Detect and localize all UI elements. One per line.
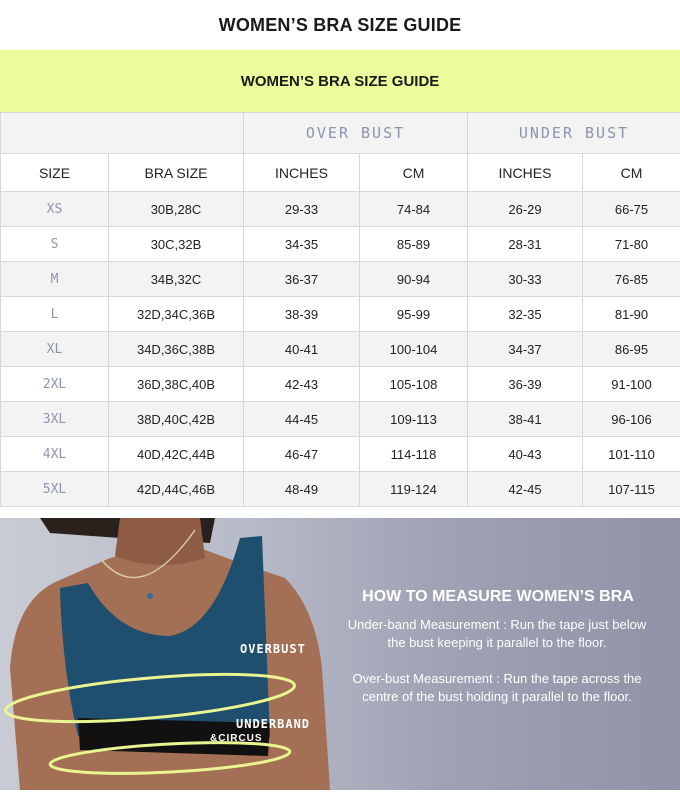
size-cell: 4XL xyxy=(1,437,109,472)
table-body xyxy=(1,192,680,507)
under-bust-inches-cell: 26-29 xyxy=(468,192,583,227)
under-bust-cm-cell: 101-110 xyxy=(583,437,680,472)
over-bust-cm-cell: 74-84 xyxy=(360,192,468,227)
under-bust-inches-cell: 38-41 xyxy=(468,402,583,437)
under-bust-inches-cell: 34-37 xyxy=(468,332,583,367)
header-over-cm: CM xyxy=(360,154,468,192)
bra-size-cell: 42D,44C,46B xyxy=(109,472,244,507)
group-over-bust: OVER BUST xyxy=(244,113,468,154)
header-size: SIZE xyxy=(1,154,109,192)
over-bust-cm-cell: 95-99 xyxy=(360,297,468,332)
measure-title: HOW TO MEASURE WOMEN’S BRA xyxy=(362,588,634,605)
size-table xyxy=(0,112,680,507)
table-row xyxy=(1,227,680,262)
table-row xyxy=(1,262,680,297)
under-bust-inches-cell: 40-43 xyxy=(468,437,583,472)
over-bust-inches-cell: 40-41 xyxy=(244,332,360,367)
over-bust-inches-cell: 38-39 xyxy=(244,297,360,332)
under-bust-inches-cell: 42-45 xyxy=(468,472,583,507)
bra-size-cell: 34D,36C,38B xyxy=(109,332,244,367)
bra-size-cell: 40D,42C,44B xyxy=(109,437,244,472)
under-bust-cm-cell: 81-90 xyxy=(583,297,680,332)
header-over-inches: INCHES xyxy=(244,154,360,192)
under-bust-cm-cell: 107-115 xyxy=(583,472,680,507)
under-bust-cm-cell: 76-85 xyxy=(583,262,680,297)
page-title: WOMEN’S BRA SIZE GUIDE xyxy=(218,14,462,35)
bra-size-cell: 38D,40C,42B xyxy=(109,402,244,437)
table-row xyxy=(1,402,680,437)
over-bust-cm-cell: 100-104 xyxy=(360,332,468,367)
over-bust-inches-cell: 34-35 xyxy=(244,227,360,262)
under-bust-cm-cell: 66-75 xyxy=(583,192,680,227)
over-bust-cm-cell: 90-94 xyxy=(360,262,468,297)
over-bust-cm-cell: 114-118 xyxy=(360,437,468,472)
size-cell: 2XL xyxy=(1,367,109,402)
table-row xyxy=(1,437,680,472)
under-bust-inches-cell: 30-33 xyxy=(468,262,583,297)
over-bust-cm-cell: 109-113 xyxy=(360,402,468,437)
over-bust-inches-cell: 29-33 xyxy=(244,192,360,227)
under-bust-cm-cell: 96-106 xyxy=(583,402,680,437)
over-bust-cm-cell: 119-124 xyxy=(360,472,468,507)
bra-size-cell: 30B,28C xyxy=(109,192,244,227)
size-cell: 3XL xyxy=(1,402,109,437)
bra-size-cell: 34B,32C xyxy=(109,262,244,297)
under-bust-cm-cell: 86-95 xyxy=(583,332,680,367)
model-illustration xyxy=(0,518,680,790)
over-bust-inches-cell: 48-49 xyxy=(244,472,360,507)
table-row xyxy=(1,297,680,332)
size-cell: XS xyxy=(1,192,109,227)
over-bust-inches-cell: 44-45 xyxy=(244,402,360,437)
group-under-bust: UNDER BUST xyxy=(468,113,680,154)
table-row xyxy=(1,472,680,507)
underband-label: UNDERBAND xyxy=(236,717,311,731)
bra-size-cell: 36D,38C,40B xyxy=(109,367,244,402)
under-bust-cm-cell: 91-100 xyxy=(583,367,680,402)
overbust-label: OVERBUST xyxy=(240,642,306,656)
table-row xyxy=(1,192,680,227)
table-row xyxy=(1,367,680,402)
over-bust-cm-cell: 105-108 xyxy=(360,367,468,402)
banner-title: WOMEN’S BRA SIZE GUIDE xyxy=(0,50,680,112)
over-bust-instructions: Over-bust Measurement : Run the tape across the centre of the bust holding it parallel to the floor. xyxy=(352,671,642,704)
bra-size-cell: 30C,32B xyxy=(109,227,244,262)
header-under-cm: CM xyxy=(583,154,680,192)
under-band-instructions: Under-band Measurement : Run the tape just below the bust keeping it parallel to the floor. xyxy=(347,617,647,650)
spacer xyxy=(0,507,680,518)
over-bust-inches-cell: 36-37 xyxy=(244,262,360,297)
size-cell: L xyxy=(1,297,109,332)
over-bust-inches-cell: 46-47 xyxy=(244,437,360,472)
size-cell: 5XL xyxy=(1,472,109,507)
group-empty xyxy=(1,113,244,154)
size-cell: S xyxy=(1,227,109,262)
under-bust-cm-cell: 71-80 xyxy=(583,227,680,262)
size-cell: XL xyxy=(1,332,109,367)
size-cell: M xyxy=(1,262,109,297)
measure-photo xyxy=(0,518,680,790)
brand-logo: &CIRCUS xyxy=(210,733,263,744)
under-bust-inches-cell: 36-39 xyxy=(468,367,583,402)
header-under-inches: INCHES xyxy=(468,154,583,192)
header-bra-size: BRA SIZE xyxy=(109,154,244,192)
table-row xyxy=(1,332,680,367)
bra-size-cell: 32D,34C,36B xyxy=(109,297,244,332)
over-bust-cm-cell: 85-89 xyxy=(360,227,468,262)
under-bust-inches-cell: 32-35 xyxy=(468,297,583,332)
under-bust-inches-cell: 28-31 xyxy=(468,227,583,262)
over-bust-inches-cell: 42-43 xyxy=(244,367,360,402)
